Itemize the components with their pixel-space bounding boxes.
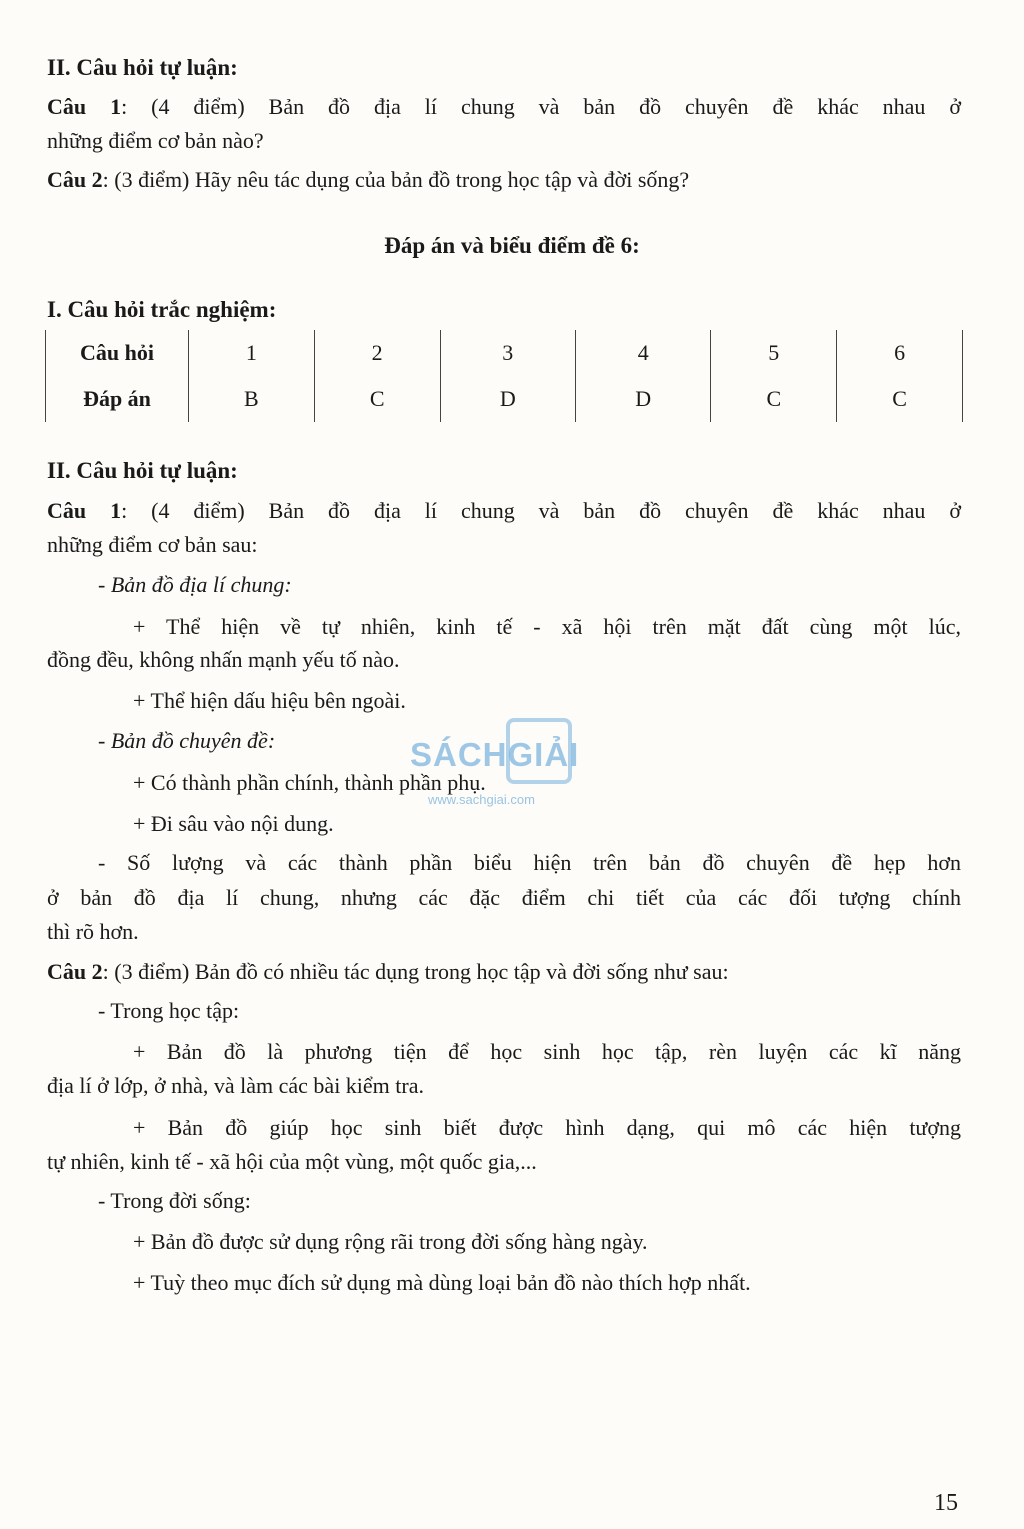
essay-answers-heading: II. Câu hỏi tự luận: (47, 458, 238, 483)
question-number-cell: 1 (189, 330, 315, 376)
answer-row (46, 376, 963, 422)
watermark-brand: SÁCHGIẢI (410, 736, 580, 773)
study-point-2-line-1: + Bản đồ giúp học sinh biết được hình dạng, qui mô các hiện tượng (133, 1115, 961, 1140)
study-point-1-line-1: + Bản đồ là phương tiện để học sinh học tập, rèn luyện các kĩ năng (133, 1039, 961, 1064)
study-point-1-line-2: địa lí ở lớp, ở nhà, và làm các bài kiểm tra. (47, 1073, 424, 1098)
comparison-line-3: thì rõ hơn. (47, 919, 139, 944)
answer-2-intro (47, 959, 729, 985)
answer-1-label: Câu 1 (47, 498, 122, 523)
answer-cell: D (440, 376, 575, 422)
life-point-2: + Tuỳ theo mục đích sử dụng mà dùng loại bản đồ nào thích hợp nhất. (133, 1270, 751, 1295)
question-number-cell: 4 (575, 330, 710, 376)
question-number-row (46, 330, 963, 376)
answer-1-intro-line-1 (47, 498, 961, 524)
comparison-line-1: - Số lượng và các thành phần biểu hiện trên bản đồ chuyên đề hẹp hơn (98, 850, 961, 875)
multiple-choice-heading: I. Câu hỏi trắc nghiệm: (47, 297, 277, 322)
watermark-logo (410, 718, 616, 810)
thematic-map-label: - Bản đồ chuyên đề: (98, 728, 276, 753)
answer-cell: B (189, 376, 315, 422)
question-1-line-2: những điểm cơ bản nào? (47, 128, 264, 153)
answer-2-intro-text: : (3 điểm) Bản đồ có nhiều tác dụng trong học tập và đời sống như sau: (102, 959, 729, 984)
general-map-point-1-line-1: + Thể hiện về tự nhiên, kinh tế - xã hội trên mặt đất cùng một lúc, (133, 614, 961, 639)
question-2-label: Câu 2 (47, 167, 103, 192)
watermark-url: www.sachgiai.com (428, 792, 535, 807)
answer-cell: C (837, 376, 963, 422)
question-number-cell: 3 (440, 330, 575, 376)
thematic-map-point-1: + Có thành phần chính, thành phần phụ. (133, 770, 486, 795)
answer-table (45, 330, 963, 422)
answer-cell: D (575, 376, 710, 422)
question-1-line-1 (47, 94, 961, 120)
question-number-cell: 2 (314, 330, 440, 376)
question-1-label: Câu 1 (47, 94, 122, 119)
question-2-text: : (3 điểm) Hãy nêu tác dụng của bản đồ trong học tập và đời sống? (102, 167, 690, 192)
study-label: - Trong học tập: (98, 998, 240, 1023)
thematic-map-point-2: + Đi sâu vào nội dung. (133, 811, 334, 836)
answer-2-label: Câu 2 (47, 959, 103, 984)
answer-cell: C (711, 376, 837, 422)
comparison-line-2: ở bản đồ địa lí chung, nhưng các đặc điểm chi tiết của các đối tượng chính (47, 885, 961, 910)
general-map-point-1-line-2: đồng đều, không nhấn mạnh yếu tố nào. (47, 647, 400, 672)
question-1-text: : (4 điểm) Bản đồ địa lí chung và bản đồ chuyên đề khác nhau ở (121, 94, 962, 119)
answer-cell: C (314, 376, 440, 422)
answer-1-intro-line-2: những điểm cơ bản sau: (47, 532, 258, 557)
row-label-question: Câu hỏi (46, 330, 189, 376)
row-label-answer: Đáp án (46, 376, 189, 422)
study-point-2-line-2: tự nhiên, kinh tế - xã hội của một vùng, một quốc gia,... (47, 1149, 537, 1174)
question-number-cell: 6 (837, 330, 963, 376)
question-number-cell: 5 (711, 330, 837, 376)
general-map-label: - Bản đồ địa lí chung: (98, 572, 292, 597)
page-number: 15 (934, 1490, 958, 1516)
essay-questions-heading: II. Câu hỏi tự luận: (47, 55, 238, 80)
question-2-line (47, 167, 689, 193)
general-map-point-2: + Thể hiện dấu hiệu bên ngoài. (133, 688, 406, 713)
answer-1-intro-text: : (4 điểm) Bản đồ địa lí chung và bản đồ chuyên đề khác nhau ở (121, 498, 962, 523)
life-label: - Trong đời sống: (98, 1188, 251, 1213)
answer-key-heading: Đáp án và biểu điểm đề 6: (384, 233, 640, 258)
life-point-1: + Bản đồ được sử dụng rộng rãi trong đời sống hàng ngày. (133, 1229, 648, 1254)
